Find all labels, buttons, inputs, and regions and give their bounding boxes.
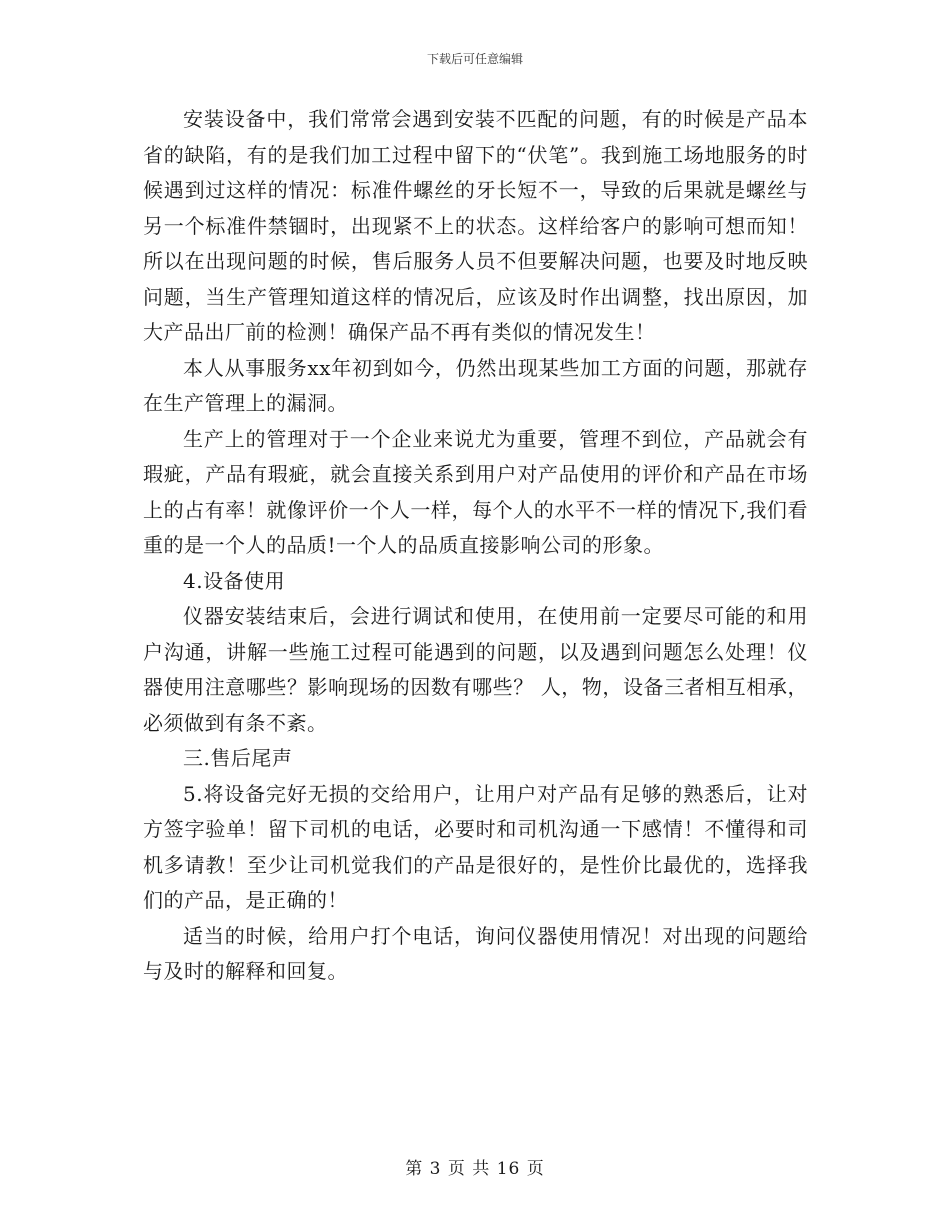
heading-equipment-use: 4.设备使用 — [183, 568, 286, 593]
paragraph-service-years: 本人从事服务xx年初到如今，仍然出现某些加工方面的问题，那就存在生产管理上的漏洞。 — [143, 355, 808, 415]
paragraph-equipment-debugging: 仪器安装结束后，会进行调试和使用，在使用前一定要尽可能的和用户沟通，讲解一些施工过程可能遇到的问题，以及遇到问题怎么处理！仪器使用注意哪些？影响现场的因数有哪些？ 人，物，设备三者相互相承，必须做到有条不紊。 — [143, 604, 808, 735]
paragraph-handover: 5.将设备完好无损的交给用户，让用户对产品有足够的熟悉后，让对方签字验单！留下司机的电话，必要时和司机沟通一下感情！不懂得和司机多请教！至少让司机觉我们的产品是很好的，是性价比最优的，选择我们的产品，是正确的！ — [143, 781, 808, 912]
document-body — [143, 102, 808, 990]
paragraph-production-management: 生产上的管理对于一个企业来说尤为重要，管理不到位，产品就会有瑕疵，产品有瑕疵，就会直接关系到用户对产品使用的评价和产品在市场上的占有率！就像评价一个人一样，每个人的水平不一样的情况下,我们看重的是一个人的品质!一个人的品质直接影响公司的形象。 — [143, 426, 808, 557]
paragraph-installation-issues: 安装设备中，我们常常会遇到安装不匹配的问题，有的时候是产品本省的缺陷，有的是我们加工过程中留下的“伏笔”。我到施工场地服务的时候遇到过这样的情况：标准件螺丝的牙长短不一，导致的后果就是螺丝与另一个标准件禁锢时，出现紧不上的状态。这样给客户的影响可想而知！所以在出现问题的时候，售后服务人员不但要解决问题，也要及时地反映问题，当生产管理知道这样的情况后，应该及时作出调整，找出原因，加大产品出厂前的检测！确保产品不再有类似的情况发生！ — [143, 107, 808, 344]
page-header: 下载后可任意编辑 — [426, 52, 523, 66]
heading-after-sales-end: 三.售后尾声 — [183, 746, 293, 770]
page-footer: 第 3 页 共 16 页 — [405, 1159, 545, 1179]
paragraph-follow-up-call: 适当的时候，给用户打个电话，询问仪器使用情况！对出现的问题给与及时的解释和回复。 — [143, 923, 808, 983]
